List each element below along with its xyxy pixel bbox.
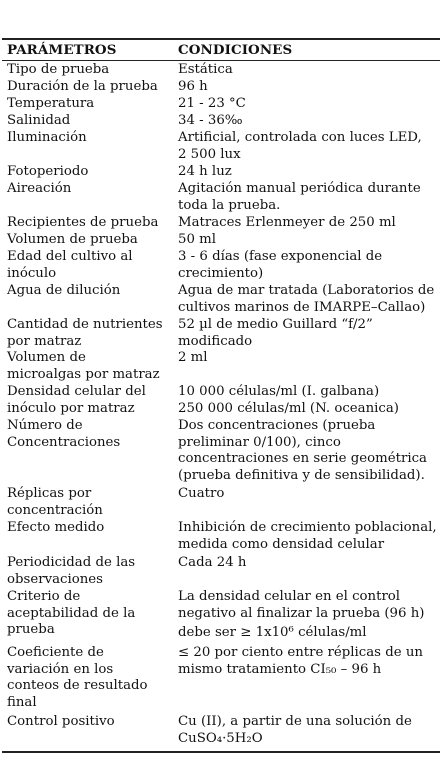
- table-bottom-rule: [2, 751, 440, 753]
- cond-cell: 24 h luz: [178, 164, 232, 179]
- cond-cell: preliminar 0/100), cinco: [178, 434, 341, 450]
- param-cell: prueba: [7, 622, 55, 638]
- param-cell: aceptabilidad de la: [7, 605, 136, 621]
- param-cell: conteos de resultado: [7, 678, 148, 694]
- param-cell: Periodicidad de las: [7, 555, 136, 570]
- cond-cell: 10 000 células/ml (I. galbana): [178, 384, 380, 399]
- header-rule: [2, 60, 440, 61]
- cond-cell: Artificial, controlada con luces LED,: [178, 130, 422, 145]
- param-cell: Réplicas por: [7, 486, 92, 501]
- param-cell: observaciones: [7, 571, 103, 587]
- cond-cell: Cu (II), a partir de una solución de: [178, 714, 412, 729]
- cond-cell: Agua de mar tratada (Laboratorios de: [178, 283, 435, 298]
- param-cell: Volumen de prueba: [7, 232, 138, 247]
- cond-cell: CuSO₄·5H₂O: [178, 730, 263, 746]
- param-cell: Criterio de: [7, 589, 81, 604]
- cond-cell: negativo al finalizar la prueba (96 h): [178, 605, 425, 621]
- param-cell: Iluminación: [7, 130, 87, 145]
- param-cell: final: [7, 694, 37, 710]
- cond-cell: medida como densidad celular: [178, 536, 385, 552]
- param-cell: Temperatura: [7, 96, 95, 111]
- cond-cell: 34 - 36‰: [178, 113, 243, 128]
- cond-cell: debe ser ≥ 1x10⁶ células/ml: [178, 625, 367, 641]
- param-cell: Número de: [7, 418, 83, 433]
- cond-cell: ≤ 20 por ciento entre réplicas de un: [178, 645, 423, 660]
- param-cell: Agua de dilución: [7, 283, 121, 298]
- param-cell: Tipo de prueba: [7, 62, 110, 77]
- param-cell: microalgas por matraz: [7, 366, 160, 382]
- param-cell: Aireación: [7, 181, 72, 196]
- param-cell: por matraz: [7, 333, 82, 349]
- cond-cell: Dos concentraciones (prueba: [178, 418, 376, 433]
- header-condiciones: CONDICIONES: [178, 42, 293, 58]
- param-cell: Coeficiente de: [7, 645, 104, 660]
- cond-cell: (prueba definitiva y de sensibilidad).: [178, 467, 425, 483]
- cond-cell: Estática: [178, 62, 233, 77]
- cond-cell: cultivos marinos de IMARPE–Callao): [178, 299, 426, 315]
- cond-cell: concentraciones en serie geométrica: [178, 451, 427, 467]
- cond-cell: Cuatro: [178, 486, 225, 501]
- param-cell: Control positivo: [7, 714, 115, 729]
- param-cell: Fotoperiodo: [7, 164, 89, 179]
- cond-cell: 2 500 lux: [178, 146, 241, 162]
- cond-cell: 250 000 células/ml (N. oceanica): [178, 400, 399, 416]
- cond-cell: 2 ml: [178, 350, 208, 365]
- param-cell: Recipientes de prueba: [7, 215, 159, 230]
- param-cell: Densidad celular del: [7, 384, 146, 399]
- cond-cell: toda la prueba.: [178, 197, 281, 213]
- cond-cell: 96 h: [178, 79, 208, 94]
- param-cell: Duración de la prueba: [7, 79, 158, 94]
- cond-cell: 50 ml: [178, 232, 217, 247]
- cond-cell: Cada 24 h: [178, 555, 247, 570]
- cond-cell: Matraces Erlenmeyer de 250 ml: [178, 215, 396, 230]
- param-cell: inóculo: [7, 265, 57, 281]
- param-cell: concentración: [7, 502, 103, 518]
- param-cell: Cantidad de nutrientes: [7, 317, 163, 332]
- param-cell: Volumen de: [7, 350, 86, 365]
- cond-cell: mismo tratamiento CI₅₀ – 96 h: [178, 661, 382, 677]
- cond-cell: 3 - 6 días (fase exponencial de: [178, 249, 383, 264]
- header-parametros: PARÁMETROS: [7, 42, 117, 58]
- param-cell: Concentraciones: [7, 434, 121, 450]
- param-cell: variación en los: [7, 661, 114, 677]
- cond-cell: Inhibición de crecimiento poblacional,: [178, 520, 437, 535]
- cond-cell: La densidad celular en el control: [178, 589, 401, 604]
- param-cell: inóculo por matraz: [7, 400, 135, 416]
- cond-cell: 52 µl de medio Guillard “f/2”: [178, 317, 373, 332]
- cond-cell: modificado: [178, 333, 253, 349]
- param-cell: Edad del cultivo al: [7, 249, 133, 264]
- param-cell: Salinidad: [7, 113, 71, 128]
- cond-cell: crecimiento): [178, 265, 264, 281]
- param-cell: Efecto medido: [7, 520, 105, 535]
- cond-cell: 21 - 23 °C: [178, 96, 246, 111]
- cond-cell: Agitación manual periódica durante: [178, 181, 421, 196]
- table-top-rule: [2, 38, 440, 40]
